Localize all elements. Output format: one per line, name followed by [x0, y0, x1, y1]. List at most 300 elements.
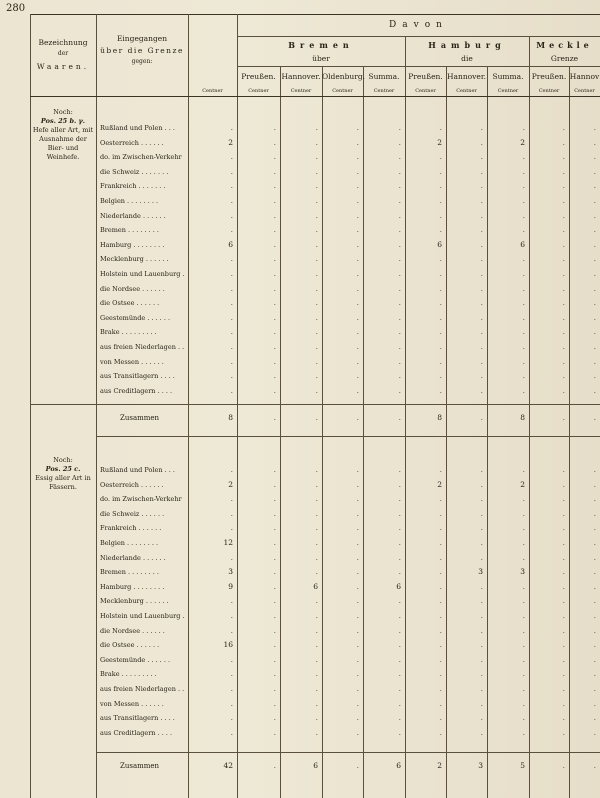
table-cell-empty: .: [562, 713, 565, 723]
table-cell-empty: .: [480, 494, 483, 504]
table-cell-empty: .: [593, 625, 596, 635]
table-cell-empty: .: [593, 137, 596, 147]
table-cell-empty: .: [398, 269, 401, 278]
table-cell-empty: .: [439, 465, 442, 474]
table-cell-empty: .: [398, 298, 401, 308]
table-cell-empty: .: [593, 225, 596, 235]
table-cell-empty: .: [315, 713, 318, 723]
table-cell-empty: .: [398, 196, 401, 205]
table-cell-empty: .: [480, 137, 483, 147]
table-cell-empty: .: [439, 538, 442, 547]
header-eingegangen: Eingegangen: [116, 34, 168, 43]
table-cell-empty: .: [522, 327, 525, 337]
col-rule-b-ha: [280, 66, 281, 798]
table-cell-empty: .: [480, 181, 483, 191]
table-cell-empty: .: [398, 123, 401, 132]
table-cell-empty: .: [562, 465, 565, 474]
table-cell-empty: .: [480, 581, 483, 591]
table-cell-empty: .: [230, 269, 233, 278]
table-cell-empty: .: [562, 181, 565, 191]
table-cell-empty: .: [562, 538, 565, 547]
table-cell-empty: .: [593, 494, 596, 504]
sub-h-summa: Summa.: [492, 72, 524, 81]
table-cell-empty: .: [273, 596, 276, 606]
table-cell-empty: .: [230, 196, 233, 205]
table-cell-empty: .: [398, 669, 401, 679]
table-cell-empty: .: [356, 523, 359, 533]
table-cell-empty: .: [439, 196, 442, 205]
table-cell-empty: .: [230, 385, 233, 395]
table-cell-empty: .: [398, 152, 401, 162]
header-bezeichnung: Bezeichnung: [38, 38, 88, 47]
row-label: Brake . . . . . . . . .: [100, 670, 157, 679]
table-cell-value: 6: [520, 239, 525, 249]
table-cell-empty: .: [562, 581, 565, 591]
table-cell-empty: .: [356, 567, 359, 577]
table-cell-empty: .: [562, 684, 565, 693]
table-cell-empty: .: [593, 567, 596, 577]
header-waaren: Waaren.: [36, 62, 90, 71]
table-cell-empty: .: [439, 596, 442, 606]
row-label: Mecklenburg . . . . . .: [100, 597, 169, 606]
table-cell-empty: .: [439, 640, 442, 650]
table-cell-empty: .: [230, 254, 233, 264]
table-cell-empty: .: [356, 654, 359, 664]
table-cell-empty: .: [522, 166, 525, 176]
table-cell-empty: .: [439, 269, 442, 278]
row-label: aus Transitlagern . . . .: [100, 714, 175, 723]
table-cell-empty: .: [593, 283, 596, 293]
rule-section1-end: [30, 404, 600, 405]
col-rule-left: [30, 14, 31, 798]
table-cell-empty: .: [398, 356, 401, 366]
table-cell-empty: .: [439, 254, 442, 264]
total-cell-value: 2: [437, 761, 442, 770]
table-cell-empty: .: [593, 508, 596, 518]
table-cell-empty: .: [356, 239, 359, 249]
table-cell-empty: .: [439, 552, 442, 562]
table-cell-empty: .: [230, 552, 233, 562]
table-cell-value: 2: [437, 479, 442, 489]
table-cell-empty: .: [273, 713, 276, 723]
table-cell-empty: .: [230, 312, 233, 322]
table-cell-empty: .: [398, 137, 401, 147]
table-cell-empty: .: [273, 385, 276, 395]
row-label: die Schweiz . . . . . .: [100, 509, 165, 518]
table-cell-empty: .: [593, 342, 596, 351]
col-rule-h-ha: [446, 66, 447, 798]
table-cell-empty: .: [562, 342, 565, 351]
table-cell-empty: .: [230, 727, 233, 737]
sub-h-preussen: Preußen.: [408, 72, 443, 81]
table-cell-empty: .: [273, 625, 276, 635]
table-cell-empty: .: [356, 508, 359, 518]
table-cell-empty: .: [356, 342, 359, 351]
table-cell-empty: .: [522, 669, 525, 679]
table-cell-empty: .: [230, 596, 233, 606]
table-cell-empty: .: [439, 152, 442, 162]
table-cell-empty: .: [593, 298, 596, 308]
row-label: von Messen . . . . . .: [100, 699, 164, 708]
table-cell-empty: .: [356, 385, 359, 395]
table-cell-empty: .: [593, 181, 596, 191]
table-cell-empty: .: [562, 196, 565, 205]
table-cell-empty: .: [273, 567, 276, 577]
total-cell-empty: .: [593, 413, 596, 422]
table-cell-empty: .: [356, 298, 359, 308]
table-cell-empty: .: [439, 508, 442, 518]
table-cell-empty: .: [593, 698, 596, 708]
table-cell-empty: .: [273, 581, 276, 591]
row-label: Geestemünde . . . . . .: [100, 313, 171, 322]
row-label: die Schweiz . . . . . . .: [100, 167, 169, 176]
table-cell-empty: .: [593, 166, 596, 176]
table-cell-empty: .: [315, 239, 318, 249]
table-cell-empty: .: [562, 166, 565, 176]
table-cell-empty: .: [315, 552, 318, 562]
table-cell-empty: .: [593, 327, 596, 337]
table-cell-empty: .: [480, 684, 483, 693]
table-cell-empty: .: [315, 385, 318, 395]
table-cell-empty: .: [315, 640, 318, 650]
col-rule-total: [188, 14, 189, 798]
table-cell-empty: .: [522, 523, 525, 533]
row-label: aus Creditlagern . . . .: [100, 728, 173, 737]
table-cell-empty: .: [315, 669, 318, 679]
table-cell-empty: .: [230, 123, 233, 132]
table-cell-empty: .: [480, 356, 483, 366]
table-cell-empty: .: [439, 669, 442, 679]
table-cell-empty: .: [480, 611, 483, 620]
table-cell-empty: .: [398, 225, 401, 235]
total-cell-empty: .: [562, 413, 565, 422]
row-label: Holstein und Lauenburg .: [100, 270, 185, 278]
table-cell-empty: .: [398, 625, 401, 635]
sub-m-preussen: Preußen.: [531, 72, 567, 81]
table-cell-empty: .: [398, 312, 401, 322]
row-label: aus freien Niederlagen . .: [100, 685, 185, 693]
table-cell-empty: .: [480, 713, 483, 723]
table-cell-empty: .: [480, 283, 483, 293]
section1-total-label: Zusammen: [120, 414, 160, 422]
rule-section2-end: [96, 752, 600, 753]
table-cell-empty: .: [562, 611, 565, 620]
table-cell-empty: .: [522, 152, 525, 162]
table-cell-empty: .: [230, 283, 233, 293]
col-rule-b-ol: [322, 66, 323, 798]
table-cell-empty: .: [522, 283, 525, 293]
table-cell-empty: .: [480, 640, 483, 650]
table-cell-empty: .: [439, 581, 442, 591]
table-cell-empty: .: [562, 669, 565, 679]
table-cell-empty: .: [522, 508, 525, 518]
table-cell-empty: .: [480, 596, 483, 606]
table-cell-empty: .: [315, 210, 318, 220]
table-cell-empty: .: [522, 596, 525, 606]
table-cell-value: 16: [223, 640, 233, 650]
table-cell-empty: .: [522, 210, 525, 220]
table-cell-empty: .: [562, 210, 565, 220]
table-cell-empty: .: [522, 371, 525, 381]
table-cell-empty: .: [480, 123, 483, 132]
total-cell-value: 8: [437, 413, 442, 422]
table-cell-empty: .: [398, 494, 401, 504]
total-cell-value: 6: [396, 761, 401, 770]
header-der: der: [57, 50, 69, 57]
table-cell-empty: .: [315, 283, 318, 293]
table-cell-empty: .: [273, 181, 276, 191]
row-label: Mecklenburg . . . . . .: [100, 255, 169, 264]
table-cell-empty: .: [398, 254, 401, 264]
table-cell-empty: .: [480, 385, 483, 395]
table-cell-empty: .: [315, 727, 318, 737]
table-cell-empty: .: [356, 479, 359, 489]
table-cell-empty: .: [522, 298, 525, 308]
table-cell-empty: .: [439, 698, 442, 708]
table-cell-empty: .: [356, 312, 359, 322]
row-label: die Ostsee . . . . . .: [100, 299, 160, 308]
table-cell-empty: .: [315, 523, 318, 533]
table-cell-empty: .: [273, 698, 276, 708]
table-cell-empty: .: [398, 210, 401, 220]
table-cell-empty: .: [439, 283, 442, 293]
row-label: die Ostsee . . . . . .: [100, 641, 160, 650]
table-cell-empty: .: [230, 181, 233, 191]
table-cell-empty: .: [273, 137, 276, 147]
table-cell-empty: .: [562, 727, 565, 737]
table-cell-empty: .: [315, 181, 318, 191]
table-cell-value: 6: [313, 581, 318, 591]
table-cell-empty: .: [480, 508, 483, 518]
table-cell-empty: .: [593, 312, 596, 322]
table-cell-empty: .: [439, 684, 442, 693]
table-cell-value: 2: [228, 479, 233, 489]
table-cell-empty: .: [439, 342, 442, 351]
table-cell-empty: .: [480, 698, 483, 708]
table-cell-empty: .: [356, 181, 359, 191]
table-cell-empty: .: [562, 327, 565, 337]
table-cell-empty: .: [230, 210, 233, 220]
table-cell-empty: .: [315, 684, 318, 693]
table-cell-empty: .: [522, 181, 525, 191]
table-cell-empty: .: [315, 312, 318, 322]
table-cell-empty: .: [439, 494, 442, 504]
table-cell-empty: .: [480, 465, 483, 474]
table-cell-empty: .: [480, 239, 483, 249]
table-cell-empty: .: [480, 225, 483, 235]
table-cell-empty: .: [480, 669, 483, 679]
table-cell-empty: .: [480, 196, 483, 205]
table-cell-empty: .: [480, 654, 483, 664]
unit-m-ha: Centner: [574, 88, 595, 94]
table-cell-empty: .: [522, 727, 525, 737]
total-cell-empty: .: [593, 761, 596, 770]
table-cell-empty: .: [273, 327, 276, 337]
row-label: Niederlande . . . . . .: [100, 553, 166, 562]
col-rule-m-pr: [529, 36, 530, 798]
row-label: Oesterreich . . . . . .: [100, 480, 164, 489]
unit-h-su: Centner: [497, 88, 519, 94]
table-cell-empty: .: [593, 727, 596, 737]
table-cell-empty: .: [439, 385, 442, 395]
table-cell-empty: .: [273, 283, 276, 293]
table-cell-empty: .: [273, 508, 276, 518]
table-cell-empty: .: [562, 625, 565, 635]
table-cell-empty: .: [439, 123, 442, 132]
table-cell-empty: .: [356, 327, 359, 337]
table-cell-empty: .: [522, 654, 525, 664]
row-label: Bremen . . . . . . . .: [100, 226, 159, 235]
table-cell-empty: .: [398, 552, 401, 562]
table-cell-value: 3: [228, 567, 233, 577]
table-cell-empty: .: [356, 581, 359, 591]
total-cell-value: 8: [228, 413, 233, 422]
table-cell-empty: .: [398, 385, 401, 395]
table-cell-empty: .: [315, 298, 318, 308]
table-cell-empty: .: [562, 269, 565, 278]
table-cell-empty: .: [562, 137, 565, 147]
row-label: Hamburg . . . . . . . .: [100, 240, 165, 249]
table-cell-empty: .: [439, 567, 442, 577]
table-cell-empty: .: [593, 356, 596, 366]
table-cell-empty: .: [593, 684, 596, 693]
rule-header-bottom: [30, 96, 600, 97]
table-cell-empty: .: [315, 654, 318, 664]
table-cell-empty: .: [273, 669, 276, 679]
table-cell-empty: .: [230, 166, 233, 176]
table-cell-empty: .: [522, 269, 525, 278]
table-cell-empty: .: [356, 196, 359, 205]
table-cell-empty: .: [439, 181, 442, 191]
table-cell-empty: .: [273, 239, 276, 249]
total-cell-empty: .: [398, 413, 401, 422]
table-cell-empty: .: [562, 312, 565, 322]
table-cell-empty: .: [230, 523, 233, 533]
section2-noch: Noch:: [53, 456, 73, 464]
table-cell-empty: .: [315, 342, 318, 351]
sub-b-hannover: Hannover.: [281, 72, 321, 81]
table-cell-empty: .: [315, 225, 318, 235]
table-cell-empty: .: [398, 567, 401, 577]
table-cell-empty: .: [522, 538, 525, 547]
table-cell-empty: .: [480, 269, 483, 278]
table-cell-value: 9: [228, 581, 233, 591]
table-cell-empty: .: [480, 552, 483, 562]
table-cell-empty: .: [356, 698, 359, 708]
table-cell-value: 6: [228, 239, 233, 249]
table-cell-empty: .: [522, 713, 525, 723]
table-cell-empty: .: [356, 166, 359, 176]
total-cell-empty: .: [356, 413, 359, 422]
table-cell-empty: .: [593, 269, 596, 278]
table-cell-empty: .: [593, 196, 596, 205]
table-cell-empty: .: [398, 596, 401, 606]
total-cell-value: 6: [313, 761, 318, 770]
row-label: do. im Zwischen-Verkehr: [100, 495, 182, 504]
table-cell-empty: .: [315, 567, 318, 577]
table-cell-empty: .: [562, 283, 565, 293]
section1-label: [32, 108, 94, 162]
header-hamburg: Hamburg: [428, 40, 506, 50]
col-rule-b-su: [363, 66, 364, 798]
table-cell-empty: .: [562, 254, 565, 264]
table-cell-empty: .: [480, 625, 483, 635]
table-cell-empty: .: [356, 356, 359, 366]
table-cell-empty: .: [562, 123, 565, 132]
header-grenze: Grenze: [550, 54, 579, 63]
table-cell-empty: .: [593, 581, 596, 591]
table-cell-empty: .: [315, 611, 318, 620]
table-cell-empty: .: [522, 581, 525, 591]
table-cell-empty: .: [593, 465, 596, 474]
table-cell-empty: .: [356, 465, 359, 474]
row-label: die Nordsee . . . . . .: [100, 626, 165, 635]
table-cell-empty: .: [480, 371, 483, 381]
table-cell-empty: .: [522, 356, 525, 366]
table-cell-empty: .: [230, 625, 233, 635]
table-cell-empty: .: [439, 654, 442, 664]
table-cell-empty: .: [230, 698, 233, 708]
row-label: Frankreich . . . . . .: [100, 524, 162, 533]
table-cell-empty: .: [562, 508, 565, 518]
row-label: Frankreich . . . . . . .: [100, 182, 166, 191]
table-cell-value: 3: [478, 567, 483, 577]
col-rule-b-pr: [237, 14, 238, 798]
table-cell-empty: .: [273, 371, 276, 381]
col-rule-h-pr: [405, 36, 406, 798]
table-cell-empty: .: [230, 611, 233, 620]
table-cell-empty: .: [398, 508, 401, 518]
table-cell-value: 2: [228, 137, 233, 147]
table-cell-empty: .: [398, 523, 401, 533]
top-rule: [30, 14, 600, 15]
table-cell-empty: .: [593, 596, 596, 606]
table-cell-empty: .: [398, 371, 401, 381]
table-cell-empty: .: [356, 596, 359, 606]
table-cell-empty: .: [273, 479, 276, 489]
table-cell-empty: .: [315, 166, 318, 176]
header-ueber-die-grenze: über die Grenze: [100, 46, 184, 55]
table-cell-empty: .: [562, 371, 565, 381]
table-cell-empty: .: [273, 640, 276, 650]
table-cell-empty: .: [480, 523, 483, 533]
table-cell-empty: .: [356, 713, 359, 723]
row-label: aus Creditlagern . . . .: [100, 386, 173, 395]
table-cell-empty: .: [315, 137, 318, 147]
table-cell-empty: .: [356, 137, 359, 147]
table-cell-empty: .: [522, 254, 525, 264]
table-cell-empty: .: [562, 654, 565, 664]
table-cell-empty: .: [356, 371, 359, 381]
total-cell-value: 42: [223, 761, 233, 770]
table-cell-empty: .: [398, 465, 401, 474]
unit-b-pr: Centner: [248, 88, 269, 94]
table-cell-empty: .: [593, 523, 596, 533]
table-cell-empty: .: [356, 727, 359, 737]
total-cell-empty: .: [315, 413, 318, 422]
table-cell-empty: .: [273, 254, 276, 264]
table-cell-empty: .: [273, 611, 276, 620]
table-cell-empty: .: [315, 123, 318, 132]
table-cell-empty: .: [439, 727, 442, 737]
unit-h-pr: Centner: [415, 88, 436, 94]
table-cell-empty: .: [273, 538, 276, 547]
table-cell-empty: .: [522, 684, 525, 693]
table-cell-value: 12: [223, 538, 233, 547]
table-cell-empty: .: [439, 611, 442, 620]
table-cell-empty: .: [273, 210, 276, 220]
table-cell-empty: .: [522, 312, 525, 322]
